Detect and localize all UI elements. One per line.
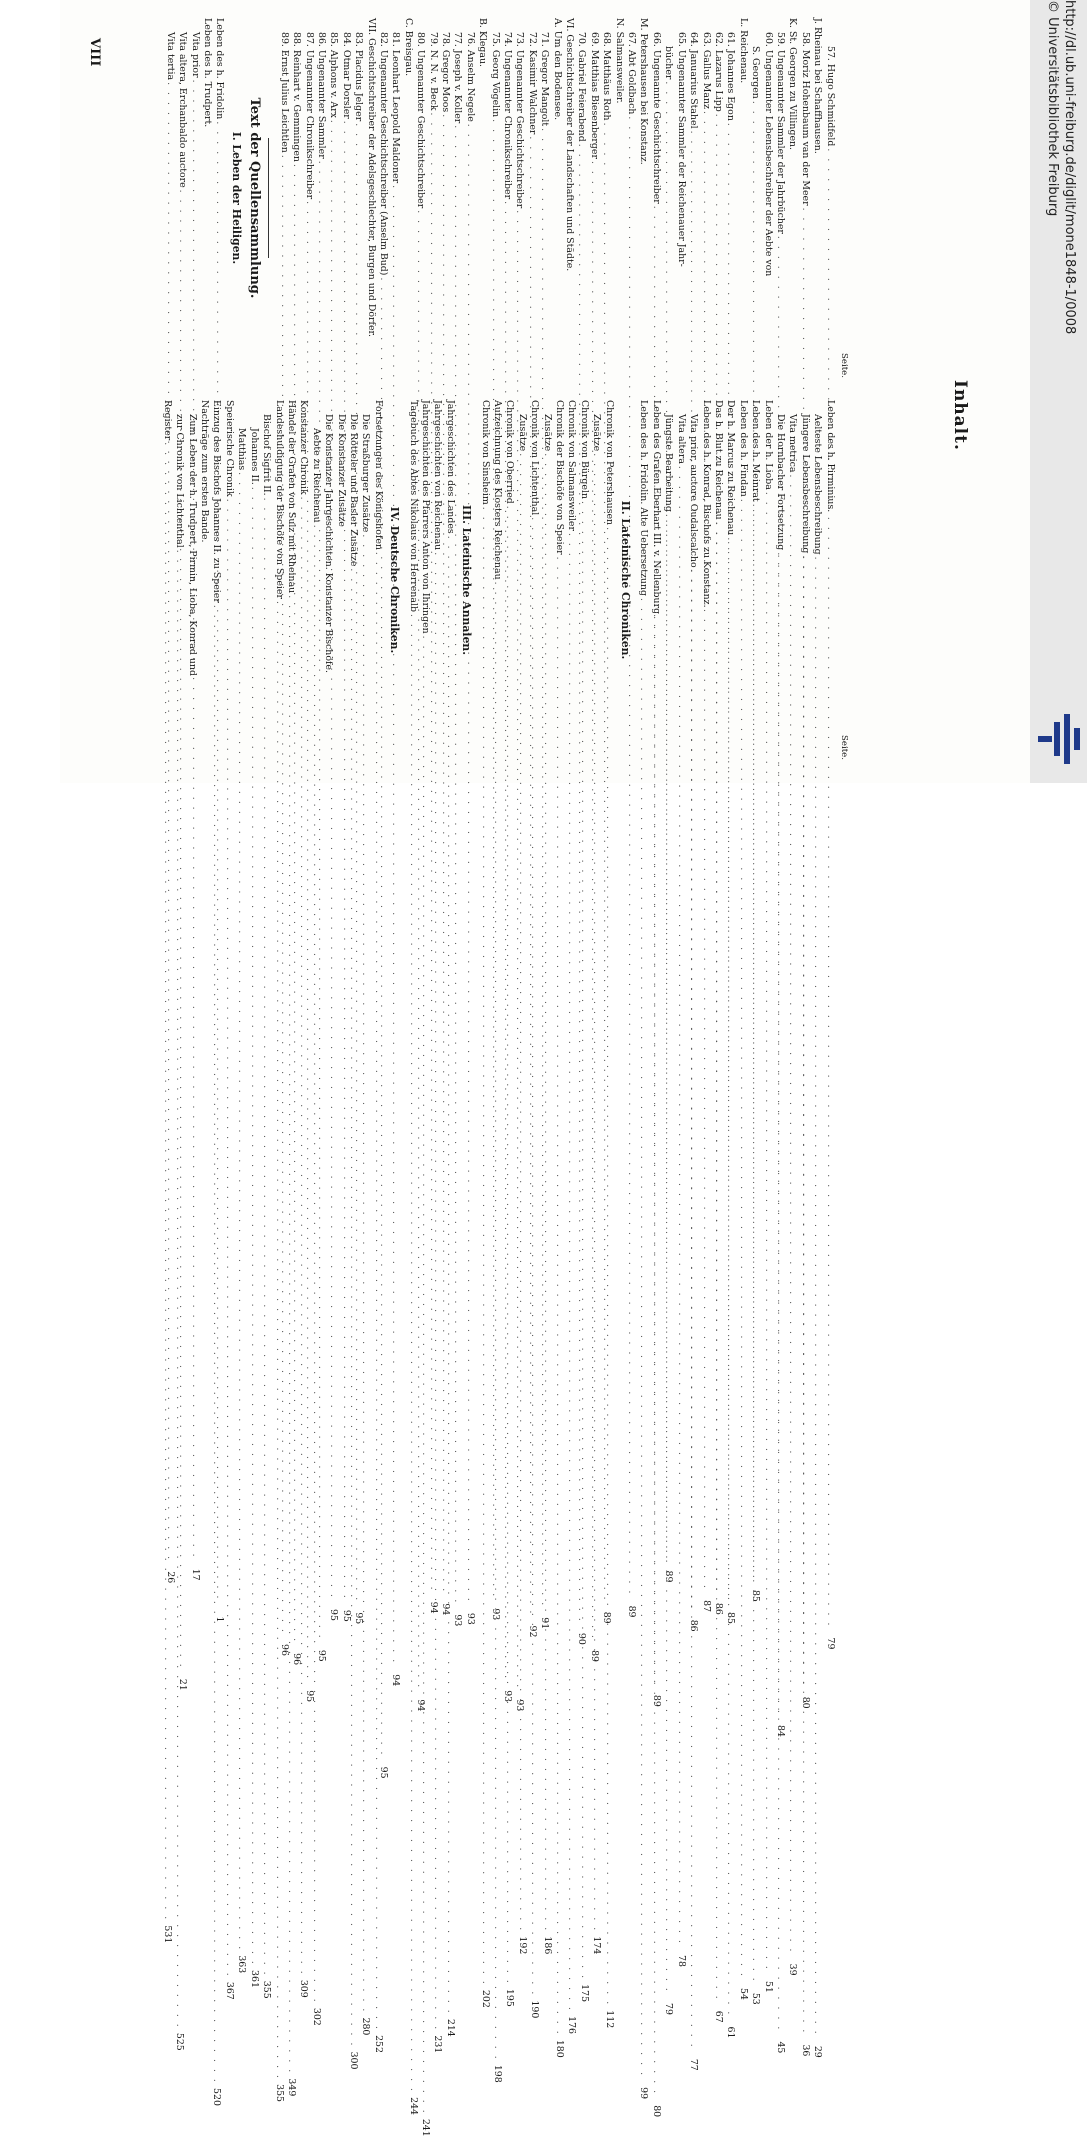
- toc-entry-page: 93: [514, 1699, 526, 1712]
- toc-entry-page: 302: [310, 2007, 322, 2026]
- toc-entry-page: 520: [211, 2088, 223, 2106]
- toc-entry-page: 214: [444, 2018, 456, 2037]
- toc-entry: [334, 400, 346, 760]
- toc-entry-title: 74. Ungenannter Chronikschreiber: [502, 32, 514, 200]
- toc-entry-page: 89: [626, 1605, 638, 1618]
- toc-entry-title: 76. Anselm Negele: [464, 32, 476, 122]
- toc-entry-page: 80: [799, 1696, 811, 1709]
- toc-entry-title: Die Konstanzer Zusätze: [335, 414, 347, 527]
- toc-entry-title: J. Rheinau bei Schaffhausen.: [812, 18, 824, 154]
- toc-entry-title: 63. Gallus Manz: [700, 32, 712, 109]
- latin-chronicles-heading: II. Lateinische Chroniken.: [619, 500, 633, 660]
- leader-dots: [210, 605, 222, 2084]
- toc-entry-page: 176: [566, 2016, 578, 2035]
- leader-dots: [798, 555, 810, 2034]
- toc-entry-page: 280: [360, 2017, 372, 2036]
- toc-entry-page: 175: [578, 1984, 590, 2003]
- toc-entry-title: 65. Ungenannter Sammler der Reichenauer Jahr-: [675, 32, 687, 267]
- toc-entry-page: 190: [529, 2000, 541, 2019]
- toc-entry: [260, 400, 273, 1999]
- toc-entry-title: Das h. Blut zu Reichenau: [712, 400, 724, 520]
- toc-entry-title: Nachträge zum ersten Bande.: [199, 400, 211, 543]
- leader-dots: [309, 525, 321, 2004]
- leader-dots: [774, 552, 786, 2031]
- leader-dots: [577, 501, 589, 1980]
- toc-entry-title: Leben des h. Meinrat: [750, 400, 762, 502]
- toc-entry-title: 81. Leonhart Leopold Maldoner: [390, 32, 402, 184]
- toc-entry: [563, 18, 575, 378]
- toc-entry-title: Zusätze: [516, 414, 528, 452]
- toc-entry-title: A. Um den Bodensee.: [551, 18, 563, 121]
- toc-entry-page: 54: [737, 1988, 749, 2000]
- toc-entry: [247, 400, 260, 1988]
- toc-entry-title: Bischof Sigfrit II.: [261, 414, 273, 496]
- toc-entry: [401, 18, 413, 378]
- toc-entry-title: Chronik von Bürgeln: [578, 400, 590, 499]
- toc-entry: [699, 400, 711, 760]
- toc-entry-title: Vita metrica: [787, 414, 799, 473]
- toc-entry: [786, 400, 799, 1976]
- archive-banner: [1030, 0, 1087, 783]
- toc-entry-title: 79. N. N. v. Beck: [427, 32, 439, 111]
- toc-entry-title: Aelteste Lebensbeschreibung: [812, 414, 824, 555]
- toc-entry-title: Jahrgeschichten des Landes: [444, 400, 456, 534]
- leader-dots: [223, 499, 235, 1978]
- toc-entry: [364, 18, 376, 378]
- leader-dots: [503, 506, 515, 1985]
- toc-entry-title: 89. Ernst Julius Leichtlen: [278, 32, 290, 153]
- toc-entry-title: Chronik von Salmansweiler: [566, 400, 578, 531]
- toc-entry-page: 1: [214, 1616, 226, 1623]
- toc-entry: [674, 18, 686, 378]
- toc-entry-title: Die Rötteler und Basler Zusätze: [347, 414, 359, 567]
- toc-entry-title: Händel der Grafen von Sulz mit Rheinau: [285, 400, 297, 594]
- toc-entry-title: Johannes II.: [248, 428, 260, 485]
- toc-entry-page: 17: [189, 1568, 201, 1581]
- toc-entry-title: VI. Geschichtschreiber der Landschaften und Städte.: [564, 18, 576, 272]
- toc-entry: [322, 400, 334, 760]
- toc-entry-page: 87: [700, 1600, 712, 1613]
- toc-entry-page: 361: [248, 1970, 260, 1988]
- toc-entry-title: 57. Hugo Schmidfeld: [824, 46, 836, 147]
- toc-entry: [235, 400, 248, 1974]
- toc-entry-page: 78: [675, 1955, 687, 1967]
- lives-heading: I. Leben der Heiligen.: [229, 131, 243, 265]
- toc-entry: [823, 400, 835, 760]
- toc-entry: [478, 400, 491, 2008]
- toc-entry-page: 92: [526, 1625, 538, 1638]
- toc-entry-title: 59. Ungenannter Sammler der Jahrbücher: [774, 32, 786, 234]
- toc-entry-title: Chronik von Sinsheim: [479, 400, 491, 505]
- seite-label-left: Seite.: [839, 353, 849, 378]
- toc-entry-page: 231: [432, 2035, 444, 2054]
- toc-entry: [201, 18, 213, 378]
- toc-entry-page: 96: [291, 1653, 303, 1666]
- toc-entry: [637, 400, 650, 2100]
- toc-entry-page: 192: [516, 1936, 528, 1955]
- toc-entry-page: 89: [650, 1694, 662, 1707]
- toc-entry-page: 79: [824, 1637, 836, 1650]
- toc-entry-title: Jüngste Bearbeitung: [663, 414, 675, 512]
- toc-entry-title: 83. Placidus Jelger: [353, 32, 365, 122]
- toc-entry-title: 58. Moriz Hohenbaum van der Meer: [799, 32, 811, 206]
- leader-dots: [260, 498, 272, 1977]
- leader-dots: [786, 474, 798, 1953]
- toc-entry-page: 77: [688, 2058, 700, 2071]
- leader-dots: [247, 487, 259, 1966]
- toc-entry-page: 180: [554, 2039, 566, 2058]
- toc-entry-page: 241: [420, 2118, 431, 2137]
- toc-entry-title: bücher: [663, 46, 675, 80]
- toc-entry-page: 94: [427, 1601, 439, 1614]
- leader-dots: [687, 570, 699, 2049]
- toc-entry-title: 88. Reinhart v. Gemmingen: [291, 32, 303, 162]
- toc-entry-page: 86: [688, 1619, 700, 1632]
- toc-entry: [736, 400, 749, 2000]
- toc-entry-page: 45: [774, 2041, 786, 2054]
- toc-entry-page: 89: [601, 1611, 613, 1624]
- toc-entry-page: 367: [223, 1981, 235, 2000]
- toc-entry-page: 21: [177, 1678, 189, 1691]
- toc-entry-title: Chronik von Oberried: [504, 400, 516, 504]
- leader-dots: [160, 442, 172, 1921]
- toc-entry-page: 363: [236, 1955, 248, 1974]
- toc-entry-title: 67. Abt Goldbach: [626, 32, 638, 115]
- leader-dots: [327, 120, 339, 1599]
- toc-entry-title: 78. Gregor Moos: [440, 32, 451, 113]
- toc-entry-title: 62. Lazarus Lipp: [712, 32, 724, 112]
- toc-entry-title: 70. Gabriel Feierabend: [576, 32, 588, 142]
- toc-entry-title: Die Konstanzer Jahrgeschichten. Konstanzer Bischöfe.: [323, 414, 335, 673]
- toc-entry-page: 252: [372, 2035, 384, 2053]
- toc-entry-title: 77. Joseph v. Koller: [452, 32, 464, 124]
- toc-entry-page: 61: [725, 2026, 737, 2039]
- toc-entry: [736, 18, 748, 378]
- toc-entry-page: 95: [377, 1766, 389, 1779]
- toc-entry-title: 87. Ungenannter Chronikschreiber: [303, 32, 315, 200]
- seite-label-right: Seite.: [839, 735, 849, 760]
- toc-entry-title: 72. Kasimir Walchner: [526, 32, 538, 135]
- toc-entry-title: 69. Matthias Biesenberger: [588, 32, 600, 159]
- toc-entry-title: 73. Ungenannter Geschichtschreiber: [514, 32, 526, 209]
- toc-entry-page: 85: [725, 1612, 737, 1624]
- toc-entry-title: Jüngere Lebensbeschreibung: [799, 414, 811, 554]
- toc-entry-title: C. Breisgau.: [402, 18, 414, 77]
- leader-dots: [431, 552, 443, 2031]
- leader-dots: [553, 557, 565, 2036]
- toc-entry-page: 93: [464, 1612, 476, 1625]
- leader-dots: [173, 550, 185, 2029]
- toc-entry-title: Leben des h. Fridolin: [214, 18, 226, 120]
- toc-entry-title: Zum Leben der h. Trudpert, Pirmin, Lioba, Konrad und: [186, 414, 198, 676]
- leader-dots: [724, 537, 736, 2016]
- leader-dots: [674, 466, 686, 1945]
- leader-dots: [478, 507, 490, 1986]
- toc-entry-page: 174: [591, 1936, 603, 1955]
- rotated-page-content: [60, 0, 1030, 2137]
- toc-entry-title: Vita altera, Erchanbaldo auctore: [177, 32, 189, 188]
- leader-dots: [285, 595, 297, 2074]
- toc-entry-title: Vita prior: [189, 32, 201, 78]
- leader-dots: [235, 472, 247, 1951]
- toc-entry-page: 112: [603, 2010, 615, 2029]
- toc-entry-title: 71. Gregor Mangolt: [539, 32, 551, 127]
- toc-entry-page: 95: [303, 1690, 315, 1703]
- toc-entry: [210, 400, 223, 2106]
- toc-entry-page: 89: [588, 1650, 600, 1663]
- toc-entry-page: 29: [812, 2045, 824, 2058]
- german-chronicles-heading: IV. Deutsche Chroniken.: [388, 506, 402, 654]
- toc-entry-title: Leben der h. Lioba: [762, 400, 774, 490]
- toc-entry-title: Leben des h. Pirminius.: [824, 400, 836, 513]
- leader-dots: [188, 80, 200, 1559]
- leader-dots: [699, 111, 711, 1590]
- leader-dots: [491, 582, 503, 2061]
- toc-entry-page: 300: [347, 2051, 359, 2070]
- leader-dots: [515, 453, 527, 1932]
- leader-dots: [662, 514, 674, 1993]
- toc-entry-page: 93: [452, 1614, 464, 1627]
- toc-entry-page: 79: [663, 2002, 675, 2015]
- toc-entry-page: 355: [273, 2084, 285, 2103]
- leader-dots: [749, 504, 761, 1983]
- toc-entry-page: 202: [479, 1989, 491, 2008]
- toc-entry-title: Leben des h. Konrad, Bischofs zu Konstanz.: [700, 400, 712, 608]
- toc-entry-page: 39: [787, 1963, 799, 1976]
- toc-entry-title: B. Klegau.: [477, 18, 489, 68]
- latin-annals-heading: III. Lateinische Annalen.: [460, 505, 474, 655]
- leader-dots: [443, 536, 455, 2015]
- toc-entry-title: Vita tertia: [164, 32, 176, 81]
- toc-entry-page: 26: [164, 1571, 176, 1584]
- toc-entry-title: Leben des h. Fridolin. Alte Uebersetzung: [638, 400, 650, 596]
- toc-entry-title: Speierische Chronik: [223, 400, 235, 497]
- toc-entry-title: Leben des h. Trudpert.: [202, 18, 214, 128]
- leader-dots: [528, 517, 540, 1996]
- toc-entry-page: 96: [278, 1644, 290, 1656]
- toc-entry-title: Der h. Marcus zu Reichenau: [725, 400, 737, 536]
- toc-entry-title: Chronik von Petershausen: [603, 400, 615, 526]
- library-logo-icon: [1038, 714, 1080, 764]
- toc-entry-title: 75. Georg Vögelin: [489, 32, 501, 118]
- toc-entry-page: 186: [541, 1936, 553, 1955]
- leader-dots: [347, 568, 359, 2047]
- leader-dots: [463, 124, 475, 1603]
- toc-entry-page: 85: [750, 1589, 762, 1602]
- toc-entry-title: Tagebuch des Abtes Nikolaus von Herrenalb: [407, 400, 419, 612]
- toc-entry-title: Register: [161, 400, 173, 441]
- toc-entry: [612, 18, 624, 378]
- toc-entry-page: 53: [750, 1992, 762, 2005]
- toc-entry-title: M. Petershausen bei Konstanz.: [638, 18, 650, 165]
- toc-entry-title: 60. Ungenannter Lebensbeschreiber der Aebte von: [762, 32, 774, 277]
- toc-entry-page: 531: [161, 1925, 173, 1944]
- toc-entry-title: Landeshuldigung der Bischöfe von Speier: [273, 400, 285, 599]
- toc-entry-title: Matthias: [236, 428, 248, 471]
- toc-entry-page: 95: [353, 1612, 365, 1625]
- toc-entry-title: 82. Ungenannter Geschichtschreiber (Anselm Bud): [377, 32, 389, 276]
- toc-entry-page: 309: [298, 1979, 310, 1998]
- toc-entry-title: 64. Januarius Stahel: [688, 32, 700, 129]
- toc-entry: [761, 400, 774, 1993]
- toc-entry-page: 94: [440, 1603, 451, 1616]
- toc-entry-title: L. Reichenau.: [737, 18, 749, 84]
- text-collection-heading: Text der Quellensammlung.: [247, 97, 263, 299]
- toc-entry-page: 67: [712, 2010, 724, 2023]
- scanned-page: [60, 0, 1030, 2137]
- toc-entry-title: Einzug des Bischofs Johannes II. zu Speier: [211, 400, 223, 603]
- toc-entry-title: 84. Otmar Dorsler: [340, 32, 352, 119]
- leader-dots: [540, 453, 552, 1932]
- leader-dots: [359, 534, 371, 2013]
- toc-entry-title: 66. Ungenannte Geschichtschreiber: [650, 32, 662, 204]
- toc-entry-page: 349: [285, 2078, 297, 2097]
- toc-entry: [811, 18, 823, 378]
- toc-entry-page: 355: [261, 1980, 273, 1999]
- leader-dots: [823, 148, 835, 1627]
- leader-dots: [761, 492, 773, 1971]
- leader-dots: [297, 497, 309, 1976]
- toc-entry-title: Die Hornbacher Fortsetzung: [774, 414, 786, 551]
- toc-entry: [553, 400, 566, 2058]
- leader-dots: [811, 557, 823, 2036]
- toc-entry: [761, 18, 773, 378]
- toc-entry: [811, 400, 824, 2058]
- toc-entry-title: Chronik von Lichtenthal: [529, 400, 541, 516]
- toc-entry-title: Leben des h. Findan: [737, 400, 749, 497]
- leader-dots: [650, 616, 662, 2095]
- toc-entry-title: Die Straßburger Zusätze: [360, 414, 372, 533]
- toc-entry-title: S. Georgen: [750, 46, 762, 99]
- leader-dots: [371, 552, 383, 2031]
- toc-entry-page: 91: [539, 1617, 551, 1630]
- leader-dots: [272, 601, 284, 2080]
- toc-entry-page: 94: [390, 1674, 402, 1687]
- toc-entry-title: Vita prior, auctore Oudalscalcho: [688, 414, 700, 568]
- toc-entry-title: Fortsetzungen des Königshofen: [372, 400, 384, 550]
- toc-entry-page: 95: [315, 1649, 327, 1662]
- toc-entry-title: 80. Ungenannter Geschichtschreiber: [415, 32, 427, 209]
- toc-entry-title: N. Salmansweiler.: [613, 18, 625, 104]
- toc-entry-page: 95: [340, 1609, 352, 1622]
- toc-entry: [451, 18, 464, 1627]
- toc-entry-title: 68. Matthäus Roth: [601, 32, 613, 121]
- toc-entry-page: 51: [762, 1980, 774, 1993]
- toc-entry: [185, 400, 197, 760]
- page-number: VIII: [87, 38, 102, 67]
- source-url-link[interactable]: http://dl.ub.uni-freiburg.de/diglit/mone1848-1/0008: [1062, 0, 1077, 335]
- leader-dots: [565, 533, 577, 2012]
- toc-entry-title: Leben des Grafen Eberhart III. v. Nellenburg: [650, 400, 662, 615]
- leader-dots: [590, 453, 602, 1932]
- toc-entry-title: K. St. Georgen zu Villingen.: [787, 18, 799, 151]
- toc-entry-page: 93: [502, 1690, 514, 1703]
- toc-entry-page: 86: [712, 1602, 724, 1615]
- toc-entry-page: 95: [328, 1609, 340, 1621]
- toc-entry-page: 36: [799, 2044, 811, 2057]
- leader-dots: [712, 522, 724, 2001]
- toc-entry-title: Jahrgeschichten des Pfarrers Anton von Ihringen: [420, 400, 431, 634]
- leader-dots: [406, 614, 418, 2093]
- toc-entry-page: 198: [492, 2064, 504, 2083]
- toc-entry: [476, 18, 488, 378]
- toc-entry-title: Jahrgeschichten von Reichenau: [432, 400, 444, 551]
- toc-entry: [637, 18, 649, 378]
- toc-entry-title: Aufzeichnung des Klosters Reichenau: [492, 400, 504, 580]
- toc-entry-page: 525: [174, 2032, 186, 2051]
- toc-entry: [406, 400, 419, 2116]
- toc-entry-title: Aebte zu Reichenau: [310, 428, 322, 523]
- leader-dots: [637, 598, 649, 2077]
- toc-entry-page: 99: [638, 2087, 650, 2100]
- toc-entry-title: Vita altera: [675, 414, 687, 464]
- leader-dots: [736, 499, 748, 1978]
- page-heading: Inhalt.: [950, 380, 970, 451]
- toc-entry-title: 61. Johannes Egon: [725, 32, 737, 121]
- toc-entry: [786, 18, 798, 378]
- toc-entry-title: Konstanzer Chronik: [298, 400, 310, 495]
- toc-entry-page: 195: [504, 1988, 516, 2007]
- toc-entry-title: 85. Alphons v. Arx: [328, 32, 340, 118]
- section-divider: [268, 138, 269, 258]
- toc-entry-page: 93: [489, 1608, 501, 1621]
- toc-entry-title: Chronik der Bischöfe von Speier: [554, 400, 566, 555]
- toc-entry: [565, 400, 578, 2035]
- banner-text: [1042, 0, 1078, 783]
- toc-entry-title: zur Chronik von Lichtenthal: [174, 414, 186, 548]
- toc-entry: [223, 400, 235, 2000]
- toc-entry-page: 94: [415, 1699, 427, 1712]
- leader-dots: [625, 116, 637, 1595]
- toc-entry-page: 90: [576, 1632, 588, 1645]
- toc-entry-title: 86. Ungenannter Sammler: [315, 32, 327, 159]
- copyright-text: © Universitätsbibliothek Freiburg: [1045, 0, 1060, 217]
- leader-dots: [419, 636, 431, 2115]
- toc-entry-page: 80: [650, 2105, 662, 2118]
- toc-entry: [198, 400, 210, 760]
- toc-entry-title: Zusätze: [541, 414, 553, 452]
- toc-entry: [674, 400, 687, 1967]
- toc-entry-page: 84: [774, 1725, 786, 1737]
- toc-entry-title: Zusätze: [591, 414, 603, 452]
- leader-dots: [602, 527, 614, 2006]
- toc-entry-page: 89: [663, 1570, 675, 1583]
- toc-entry-page: 244: [407, 2097, 419, 2116]
- toc-entry-title: VII. Geschichtschreiber der Adelsgeschlechter, Burgen und Dörfer.: [365, 18, 377, 337]
- toc-entry: [550, 18, 562, 378]
